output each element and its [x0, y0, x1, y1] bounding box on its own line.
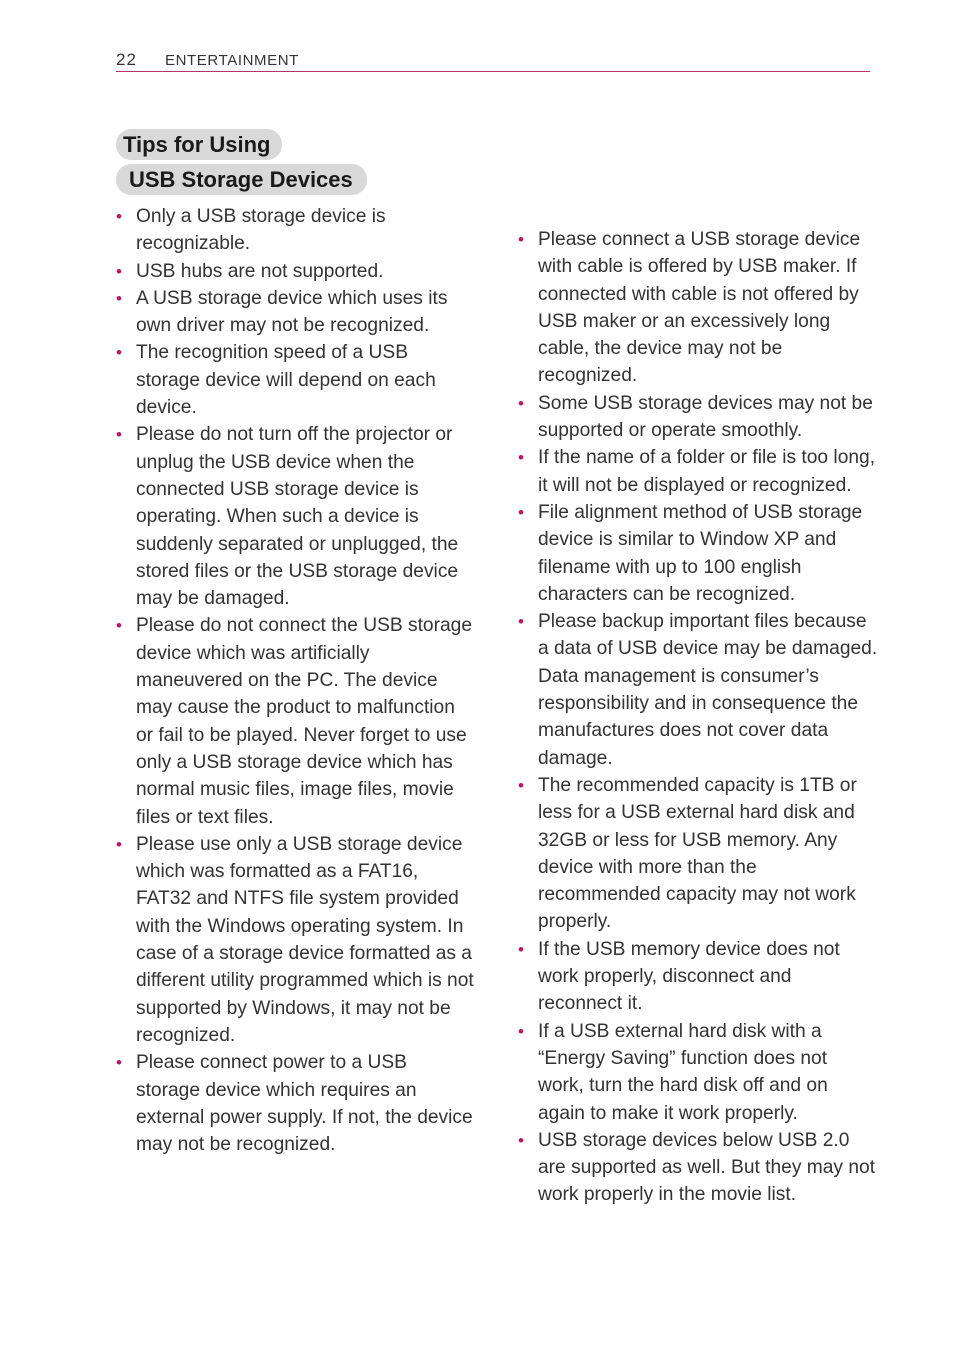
list-item: [116, 1049, 476, 1158]
list-item-text: Only a USB storage device is recognizable.: [136, 206, 386, 255]
list-item-text: Please do not turn off the projector or unplug the USB device when the connected USB storage device is operating. When such a device is suddenly separated or unplugged, the stored files or the USB storage device may be damaged.: [136, 424, 459, 610]
list-item: [518, 444, 878, 499]
list-item-text: USB hubs are not supported.: [136, 260, 384, 282]
list-item: [116, 203, 476, 258]
tips-list-right: [518, 226, 878, 1209]
section-name: ENTERTAINMENT: [165, 52, 299, 69]
list-item: [518, 936, 878, 1018]
bullet-icon: •: [518, 939, 524, 959]
bullet-icon: •: [518, 393, 524, 413]
bullet-icon: •: [116, 343, 122, 363]
list-item-text: Some USB storage devices may not be supported or operate smoothly.: [538, 392, 873, 442]
bullet-icon: •: [116, 288, 122, 308]
bullet-icon: •: [518, 230, 524, 249]
list-item-text: Please connect power to a USB storage device which requires an external power supply. If not, the device may not be recognized.: [136, 1052, 473, 1156]
list-item: [518, 772, 878, 936]
list-item-text: If a USB external hard disk with a “Energy Saving” function does not work, turn the hard disk off and on again to make it work properly.: [538, 1020, 828, 1124]
list-item-text: Please connect a USB storage device with cable is offered by USB maker. If connected with cable is not offered by USB maker or an excessively long cable, the device may not be recognized.: [538, 229, 861, 387]
bullet-icon: •: [116, 207, 122, 226]
list-item-text: If the USB memory device does not work properly, disconnect and reconnect it.: [538, 938, 840, 1015]
bullet-icon: •: [116, 261, 122, 281]
list-item-text: File alignment method of USB storage device is similar to Window XP and filename with up to 100 english characters can be recognized.: [538, 501, 863, 605]
section-title-line-1: Tips for Using: [116, 129, 282, 160]
list-item-text: USB storage devices below USB 2.0 are supported as well. But they may not work properly in the movie list.: [538, 1129, 876, 1206]
list-item-text: Please backup important files because a data of USB device may be damaged. Data management is consumer’s responsibility and in consequence the manufactures does not cover data damage.: [538, 611, 878, 769]
list-item: [116, 339, 476, 421]
list-item: [518, 1018, 878, 1127]
list-item: [518, 499, 878, 608]
bullet-icon: •: [116, 425, 122, 445]
bullet-icon: •: [518, 612, 524, 632]
list-item: [116, 285, 476, 340]
list-item-text: Please do not connect the USB storage device which was artificially maneuvered on the PC. The device may cause the product to malfunction or fail to be played. Never forget to use only a USB storage device which has normal music files, image files, movie files or text files.: [136, 615, 472, 828]
list-item: [518, 608, 878, 772]
list-item-text: Please use only a USB storage device which was formatted as a FAT16, FAT32 and NTFS file system provided with the Windows operating system. In case of a storage device formatted as a different utility programmed which is not supported by Windows, it may not be recognized.: [136, 833, 474, 1046]
list-item: [518, 1127, 878, 1209]
list-item-text: A USB storage device which uses its own driver may not be recognized.: [136, 287, 448, 337]
list-item: [518, 226, 878, 390]
list-item: [518, 390, 878, 445]
list-item-text: If the name of a folder or file is too long, it will not be displayed or recognized.: [538, 447, 876, 496]
list-item: [116, 421, 476, 612]
bullet-icon: •: [518, 775, 524, 795]
bullet-icon: •: [518, 1021, 524, 1041]
tips-list-left: [116, 203, 476, 1158]
list-item-text: The recognition speed of a USB storage device will depend on each device.: [136, 342, 436, 419]
bullet-icon: •: [518, 448, 524, 468]
page-header: [116, 50, 870, 72]
section-title-line-2: USB Storage Devices: [116, 164, 367, 195]
bullet-icon: •: [116, 616, 122, 636]
bullet-icon: •: [116, 1053, 122, 1073]
page-number: 22: [116, 50, 137, 69]
list-item: [116, 612, 476, 830]
bullet-icon: •: [518, 502, 524, 522]
list-item: [116, 831, 476, 1049]
bullet-icon: •: [518, 1130, 524, 1150]
bullet-icon: •: [116, 834, 122, 854]
list-item: [116, 258, 476, 285]
list-item-text: The recommended capacity is 1TB or less for a USB external hard disk and 32GB or less for USB memory. Any device with more than the recommended capacity may not work properly.: [538, 774, 857, 933]
